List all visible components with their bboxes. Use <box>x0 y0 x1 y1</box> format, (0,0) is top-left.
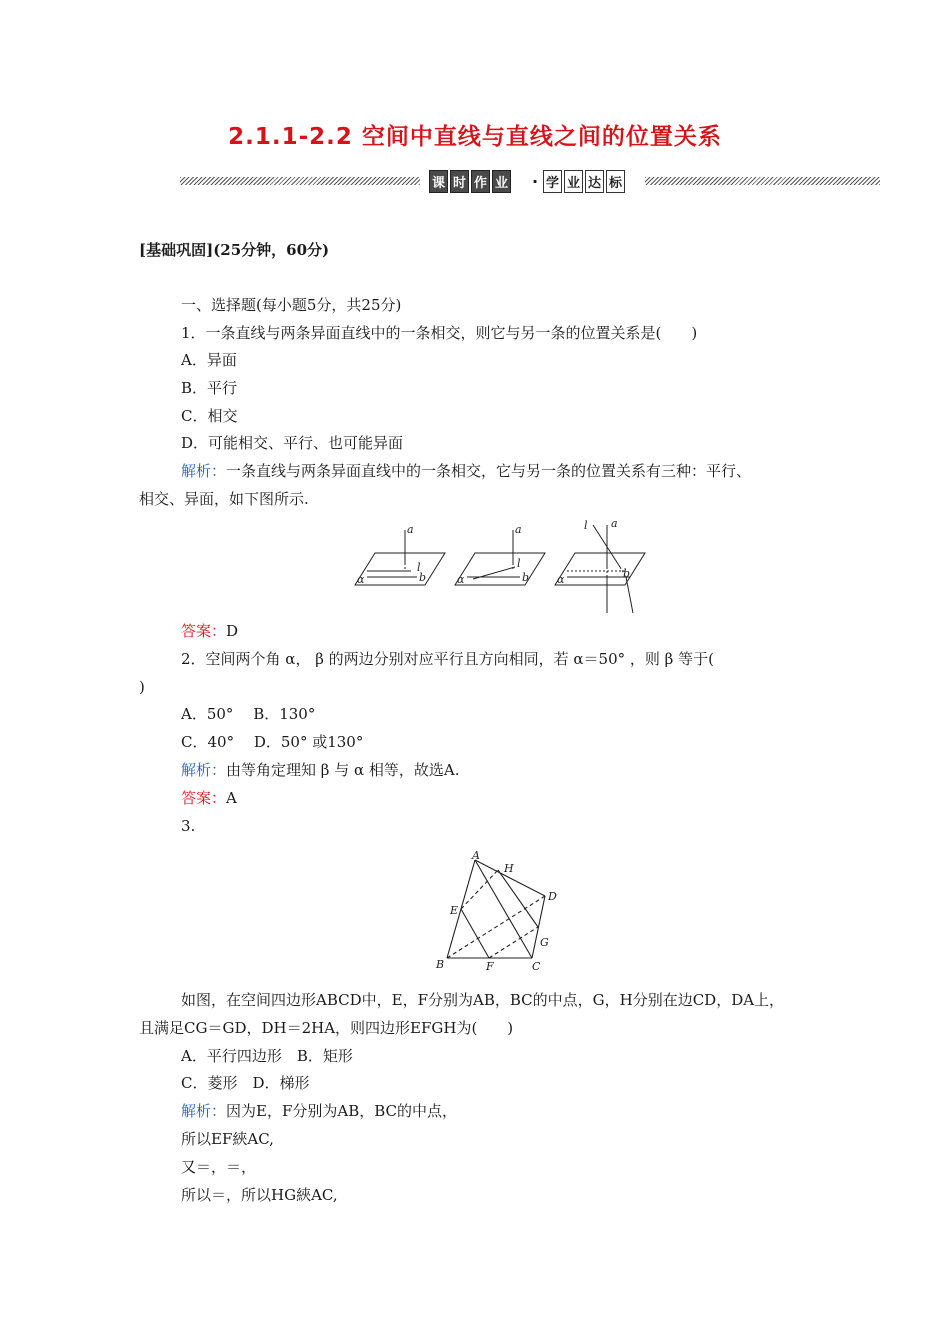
svg-text:a: a <box>515 523 522 536</box>
svg-text:a: a <box>407 523 414 536</box>
q1-option-c: C．相交 <box>181 407 238 425</box>
svg-text:H: H <box>504 862 514 875</box>
q3-options-cd: C．菱形 D．梯形 <box>181 1074 310 1092</box>
banner-stripe-left <box>180 177 420 185</box>
q1-analysis-cont: 相交、异面，如下图所示. <box>139 490 309 508</box>
svg-text:D: D <box>548 890 557 903</box>
q2-analysis-label: 解析： <box>181 761 227 779</box>
q1-option-b: B．平行 <box>181 379 238 397</box>
section-banner <box>180 170 880 194</box>
svg-text:C: C <box>532 960 541 973</box>
svg-text:G: G <box>540 936 549 949</box>
segment-fg <box>489 927 538 958</box>
banner-badge-standard: 学 业 达 标 <box>542 171 626 191</box>
q2-options-ab: A．50° B．130° <box>181 705 316 723</box>
svg-text:E: E <box>450 904 459 917</box>
q3-analysis-text: 因为E，F分别为AB，BC的中点， <box>226 1102 458 1120</box>
plane-2 <box>455 553 545 585</box>
q1-analysis-label: 解析： <box>181 462 227 480</box>
svg-text:b: b <box>522 571 530 584</box>
q3-analysis <box>181 1101 457 1121</box>
svg-text:α: α <box>357 573 365 586</box>
q3-analysis-line4: 所以＝，所以HG綊AC, <box>181 1186 338 1204</box>
q1-answer <box>181 621 238 641</box>
svg-text:l: l <box>417 561 421 574</box>
q3-stem-cont: 且满足CG＝GD，DH＝2HA，则四边形EFGH为( ) <box>139 1019 514 1037</box>
svg-text:l: l <box>517 557 521 570</box>
q3-figure <box>430 848 570 978</box>
svg-text:α: α <box>557 573 565 586</box>
svg-text:α: α <box>457 573 465 586</box>
q3-analysis-line3: 又＝，＝， <box>181 1158 257 1176</box>
banner-badge-homework: 课 时 作 业 <box>428 171 512 191</box>
plane-3 <box>555 553 645 585</box>
q1-answer-label: 答案： <box>181 622 227 640</box>
plane-1 <box>355 553 445 585</box>
banner-stripe-right <box>645 177 880 185</box>
q1-analysis-text: 一条直线与两条异面直线中的一条相交，它与另一条的位置关系有三种：平行、 <box>226 462 752 480</box>
section-subheading: 一、选择题(每小题5分，共25分) <box>181 296 402 314</box>
q2-stem: 2．空间两个角 α， β 的两边分别对应平行且方向相同，若 α＝50° ，则 β 等于( <box>181 650 714 668</box>
svg-text:a: a <box>611 517 618 530</box>
q1-figure <box>345 515 655 615</box>
svg-text:l: l <box>584 519 588 532</box>
q3-analysis-label: 解析： <box>181 1102 227 1120</box>
q2-answer-label: 答案： <box>181 789 227 807</box>
q2-answer <box>181 788 237 808</box>
svg-text:A: A <box>472 849 480 862</box>
q2-analysis-text: 由等角定理知 β 与 α 相等，故选A. <box>226 761 460 779</box>
q2-answer-value: A <box>226 789 237 807</box>
q3-number: 3. <box>181 817 196 835</box>
svg-text:b: b <box>419 571 427 584</box>
svg-text:b: b <box>623 567 631 580</box>
q1-stem: 1．一条直线与两条异面直线中的一条相交，则它与另一条的位置关系是( ) <box>181 324 698 342</box>
banner-dot: · <box>532 171 539 191</box>
q2-analysis <box>181 760 460 780</box>
q1-option-a: A．异面 <box>181 351 237 369</box>
svg-text:F: F <box>486 960 494 973</box>
q3-stem: 如图，在空间四边形ABCD中，E，F分别为AB，BC的中点，G，H分别在边CD，DA上， <box>181 991 785 1009</box>
q2-options-cd: C．40° D．50° 或130° <box>181 733 364 751</box>
q2-stem-cont: ) <box>139 678 145 696</box>
q1-option-d: D．可能相交、平行、也可能异面 <box>181 434 404 452</box>
section-heading: [基础巩固](25分钟，60分) <box>139 241 330 259</box>
page-title: 2.1.1-2.2 空间中直线与直线之间的位置关系 <box>228 124 722 150</box>
q1-answer-value: D <box>226 622 239 640</box>
svg-text:B: B <box>436 958 445 971</box>
q3-analysis-line2: 所以EF綊AC, <box>181 1130 274 1148</box>
q3-options-ab: A．平行四边形 B．矩形 <box>181 1047 353 1065</box>
q1-analysis <box>181 461 751 481</box>
segment-gh <box>498 870 538 927</box>
